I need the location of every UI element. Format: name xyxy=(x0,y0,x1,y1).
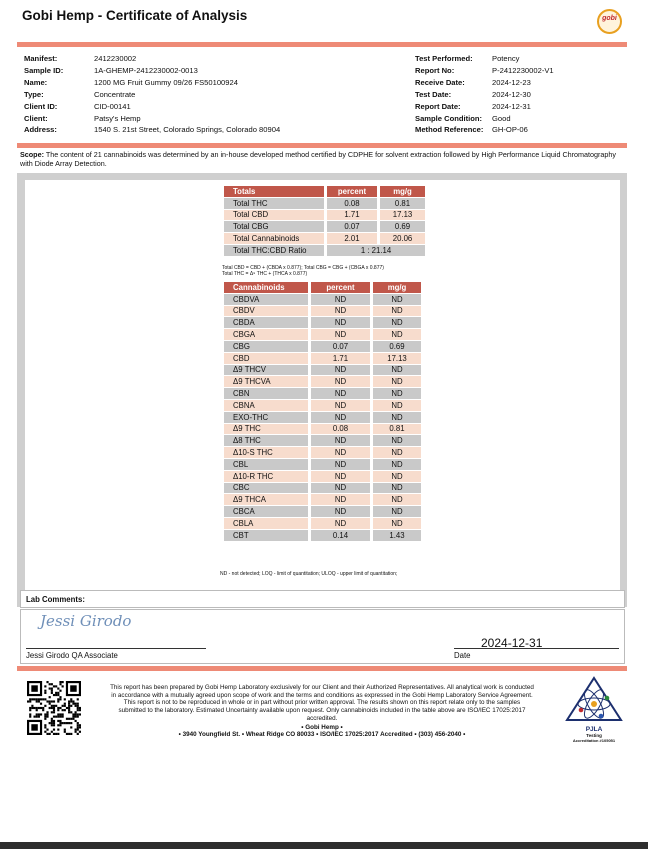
cannabinoid-mg: ND xyxy=(373,494,424,506)
meta-right-row xyxy=(415,101,625,113)
cannabinoid-row xyxy=(224,518,424,530)
cannabinoid-name: CBGA xyxy=(224,329,311,341)
cannabinoid-row xyxy=(224,435,424,447)
cannabinoid-percent: ND xyxy=(311,459,373,471)
cannabinoid-percent: 0.07 xyxy=(311,341,373,353)
cannabinoid-row xyxy=(224,447,424,459)
cannabinoid-mg: ND xyxy=(373,306,424,318)
meta-value: 1A-GHEMP-2412230002-0013 xyxy=(94,65,198,75)
meta-value: 2024-12-23 xyxy=(492,77,531,87)
cannabinoid-name: CBNA xyxy=(224,400,311,412)
meta-label: Name: xyxy=(24,77,48,87)
cannabinoid-row xyxy=(224,388,424,400)
cannabinoid-percent: ND xyxy=(311,317,373,329)
totals-percent: 0.07 xyxy=(327,221,380,233)
meta-left-row xyxy=(24,124,404,136)
totals-row xyxy=(224,221,428,233)
cannabinoid-row xyxy=(224,376,424,388)
cannabinoid-name: CBDV xyxy=(224,306,311,318)
meta-value: Good xyxy=(492,113,511,123)
meta-value: Concentrate xyxy=(94,89,136,99)
totals-header-mg: mg/g xyxy=(380,186,428,198)
meta-right-row xyxy=(415,124,625,136)
pjla-accreditation-badge xyxy=(563,676,625,746)
cannabinoid-percent: ND xyxy=(311,506,373,518)
cannabinoid-name: CBD xyxy=(224,353,311,365)
totals-header-name: Totals xyxy=(224,186,327,198)
meta-label: Receive Date: xyxy=(415,77,465,87)
cannabinoid-row xyxy=(224,459,424,471)
footer-company: • Gobi Hemp • xyxy=(301,723,343,731)
cannabinoid-percent: ND xyxy=(311,518,373,530)
meta-label: Address: xyxy=(24,125,57,135)
meta-label: Sample ID: xyxy=(24,65,64,75)
cannabinoid-mg: ND xyxy=(373,376,424,388)
ratio-value: 1 : 21.14 xyxy=(327,245,428,257)
cannabinoid-mg: 1.43 xyxy=(373,530,424,542)
scope-body: The content of 21 cannabinoids was determined by an in-house developed method certified by CDPHE for solvent extraction followed by High Performance Liquid Chromatography with Diode Array Detection. xyxy=(20,150,616,168)
page-title: Gobi Hemp - Certificate of Analysis xyxy=(22,8,248,23)
cannabinoid-mg: ND xyxy=(373,471,424,483)
sample-info-right xyxy=(415,53,625,136)
cannabinoid-percent: ND xyxy=(311,471,373,483)
disclaimer-text: This report has been prepared by Gobi Hemp Laboratory exclusively for our Client and their Authorized Representatives. All analytical work is conducted in accordance with a mutually agreed upon scope of work and the terms and conditions as expressed in the Gobi Hemp Laboratory Service Agreement. This report is not to be reproduced in whole or in part without prior written approval. The results shown on this report relate only to the samples submitted to the laboratory. Estimated Uncertainty available upon request. Only cannabinoids included in the table above are ISO/IEC 17025:2017 accredited. xyxy=(110,684,534,722)
lab-comments-label: Lab Comments: xyxy=(26,595,85,604)
pjla-name: PJLA xyxy=(585,726,603,733)
cannabinoid-percent: ND xyxy=(311,329,373,341)
totals-mg: 17.13 xyxy=(380,210,428,222)
footer-disclaimer xyxy=(110,684,534,739)
pjla-sub: Testing xyxy=(586,733,602,738)
cannabinoid-name: CBC xyxy=(224,483,311,495)
meta-label: Report No: xyxy=(415,65,455,75)
cannabinoid-row xyxy=(224,506,424,518)
meta-right-row xyxy=(415,53,625,65)
cannabinoid-mg: ND xyxy=(373,483,424,495)
meta-left-row xyxy=(24,101,404,113)
cannabinoid-name: CBN xyxy=(224,388,311,400)
cannabinoid-name: CBDA xyxy=(224,317,311,329)
meta-label: Client ID: xyxy=(24,101,58,111)
meta-left-row xyxy=(24,53,404,65)
cannabinoid-mg: ND xyxy=(373,329,424,341)
meta-label: Test Date: xyxy=(415,89,452,99)
cannabinoid-row xyxy=(224,530,424,542)
meta-label: Test Performed: xyxy=(415,54,473,63)
meta-value: 1200 MG Fruit Gummy 09/26 FS50100924 xyxy=(94,77,238,87)
scope-text xyxy=(20,151,620,168)
bottom-edge-bar xyxy=(0,842,648,849)
cannabinoid-name: Δ8 THC xyxy=(224,435,311,447)
totals-percent: 2.01 xyxy=(327,233,380,245)
totals-mg: 0.81 xyxy=(380,198,428,210)
scope-label: Scope: xyxy=(20,150,44,159)
formula-cbd-cbg: Total CBD = CBD + (CBDA x 0.877); Total CBG = CBG + (CBGA x 0.877) xyxy=(222,265,384,271)
cannabinoids-header-name: Cannabinoids xyxy=(224,282,311,294)
cannabinoid-percent: ND xyxy=(311,435,373,447)
meta-divider xyxy=(17,143,627,148)
cannabinoid-name: Δ9 THC xyxy=(224,424,311,436)
meta-value: P-2412230002-V1 xyxy=(492,65,554,75)
cannabinoid-row xyxy=(224,400,424,412)
meta-value: Patsy's Hemp xyxy=(94,113,141,123)
date-line xyxy=(454,648,619,649)
cannabinoid-percent: 0.14 xyxy=(311,530,373,542)
cannabinoid-name: EXO-THC xyxy=(224,412,311,424)
cannabinoid-mg: ND xyxy=(373,294,424,306)
meta-right-row xyxy=(415,77,625,89)
header-divider xyxy=(17,42,627,47)
cannabinoid-percent: ND xyxy=(311,294,373,306)
cannabinoid-mg: 0.81 xyxy=(373,424,424,436)
cannabinoid-mg: 17.13 xyxy=(373,353,424,365)
meta-left-row xyxy=(24,77,404,89)
nd-legend-note: ND - not detected; LOQ - limit of quantitation; ULOQ - upper limit of quantitation; xyxy=(220,571,398,577)
cannabinoid-row xyxy=(224,306,424,318)
cannabinoid-percent: 0.08 xyxy=(311,424,373,436)
ratio-row xyxy=(224,245,428,257)
cannabinoid-mg: ND xyxy=(373,365,424,377)
footer-address: • 3940 Youngfield St. • Wheat Ridge CO 80033 • ISO/IEC 17025:2017 Accredited • (303) 456-2040 • xyxy=(178,731,466,739)
meta-value: GH-OP-06 xyxy=(492,125,528,135)
meta-left-row xyxy=(24,89,404,101)
lab-comments-box xyxy=(20,590,625,608)
totals-name: Total Cannabinoids xyxy=(224,233,327,245)
totals-name: Total THC xyxy=(224,198,327,210)
cannabinoids-header-mg: mg/g xyxy=(373,282,424,294)
formula-thc: Total THC = Δ⁹ THC + (THCA x 0.877) xyxy=(222,271,308,277)
cannabinoid-row xyxy=(224,424,424,436)
footer-divider xyxy=(17,666,627,671)
cannabinoid-row xyxy=(224,365,424,377)
meta-value: 2024-12-31 xyxy=(492,101,531,111)
qr-code-icon xyxy=(27,681,81,735)
cannabinoid-name: Δ9 THCVA xyxy=(224,376,311,388)
meta-value: 2024-12-30 xyxy=(492,89,531,99)
cannabinoid-name: Δ10-S THC xyxy=(224,447,311,459)
totals-percent: 1.71 xyxy=(327,210,380,222)
meta-value: 2412230002 xyxy=(94,54,137,63)
meta-label: Sample Condition: xyxy=(415,113,483,123)
meta-right-row xyxy=(415,113,625,125)
meta-value: Potency xyxy=(492,54,520,63)
meta-label: Report Date: xyxy=(415,101,461,111)
cannabinoid-row xyxy=(224,471,424,483)
cannabinoid-row xyxy=(224,483,424,495)
totals-table xyxy=(224,186,428,257)
meta-label: Client: xyxy=(24,113,48,123)
cannabinoid-mg: ND xyxy=(373,435,424,447)
cannabinoid-name: Δ10-R THC xyxy=(224,471,311,483)
totals-name: Total CBG xyxy=(224,221,327,233)
totals-row xyxy=(224,198,428,210)
cannabinoids-header-percent: percent xyxy=(311,282,373,294)
meta-left-row xyxy=(24,113,404,125)
totals-percent: 0.08 xyxy=(327,198,380,210)
ratio-label: Total THC:CBD Ratio xyxy=(224,245,327,257)
cannabinoid-percent: ND xyxy=(311,365,373,377)
meta-right-row xyxy=(415,89,625,101)
meta-right-row xyxy=(415,65,625,77)
cannabinoid-name: Δ9 THCV xyxy=(224,365,311,377)
meta-value: CID-00141 xyxy=(94,101,131,111)
cannabinoid-row xyxy=(224,353,424,365)
cannabinoid-mg: ND xyxy=(373,459,424,471)
totals-row xyxy=(224,233,428,245)
cannabinoid-mg: ND xyxy=(373,506,424,518)
cannabinoid-percent: ND xyxy=(311,412,373,424)
cannabinoid-row xyxy=(224,294,424,306)
cannabinoid-name: CBT xyxy=(224,530,311,542)
cannabinoid-mg: 0.69 xyxy=(373,341,424,353)
signature-line xyxy=(26,648,206,649)
cannabinoid-mg: ND xyxy=(373,400,424,412)
cannabinoid-percent: 1.71 xyxy=(311,353,373,365)
totals-mg: 0.69 xyxy=(380,221,428,233)
cannabinoid-name: CBLA xyxy=(224,518,311,530)
totals-name: Total CBD xyxy=(224,210,327,222)
cannabinoid-row xyxy=(224,341,424,353)
meta-label: Type: xyxy=(24,89,44,99)
meta-label: Method Reference: xyxy=(415,125,484,135)
cannabinoid-mg: ND xyxy=(373,447,424,459)
handwritten-signature: Jessi Girodo xyxy=(40,612,132,630)
pjla-accreditation-number: Accreditation #105051 xyxy=(572,738,616,743)
cannabinoid-mg: ND xyxy=(373,388,424,400)
date-label: Date xyxy=(454,651,471,660)
meta-label: Manifest: xyxy=(24,54,58,63)
cannabinoid-percent: ND xyxy=(311,388,373,400)
cannabinoid-percent: ND xyxy=(311,306,373,318)
cannabinoid-name: Δ9 THCA xyxy=(224,494,311,506)
cannabinoid-name: CBCA xyxy=(224,506,311,518)
cannabinoid-name: CBL xyxy=(224,459,311,471)
pjla-logo-icon xyxy=(563,676,625,722)
totals-formula-note xyxy=(222,265,462,277)
cannabinoid-mg: ND xyxy=(373,412,424,424)
meta-value: 1540 S. 21st Street, Colorado Springs, Colorado 80904 xyxy=(94,125,281,135)
signer-name: Jessi Girodo QA Associate xyxy=(26,651,118,660)
totals-row xyxy=(224,210,428,222)
cannabinoid-percent: ND xyxy=(311,483,373,495)
logo-text: gobi xyxy=(602,15,617,22)
cannabinoid-percent: ND xyxy=(311,400,373,412)
cannabinoid-percent: ND xyxy=(311,447,373,459)
cannabinoid-mg: ND xyxy=(373,317,424,329)
cannabinoid-row xyxy=(224,317,424,329)
cannabinoid-row xyxy=(224,412,424,424)
cannabinoid-percent: ND xyxy=(311,376,373,388)
cannabinoid-percent: ND xyxy=(311,494,373,506)
sample-info-left xyxy=(24,53,404,136)
gobi-logo-icon xyxy=(597,9,622,34)
cannabinoid-mg: ND xyxy=(373,518,424,530)
cannabinoid-row xyxy=(224,329,424,341)
cannabinoid-row xyxy=(224,494,424,506)
signature-date: 2024-12-31 xyxy=(481,636,543,650)
cannabinoid-name: CBDVA xyxy=(224,294,311,306)
cannabinoids-table xyxy=(224,282,424,542)
totals-header-percent: percent xyxy=(327,186,380,198)
meta-left-row xyxy=(24,65,404,77)
cannabinoid-name: CBG xyxy=(224,341,311,353)
totals-mg: 20.06 xyxy=(380,233,428,245)
